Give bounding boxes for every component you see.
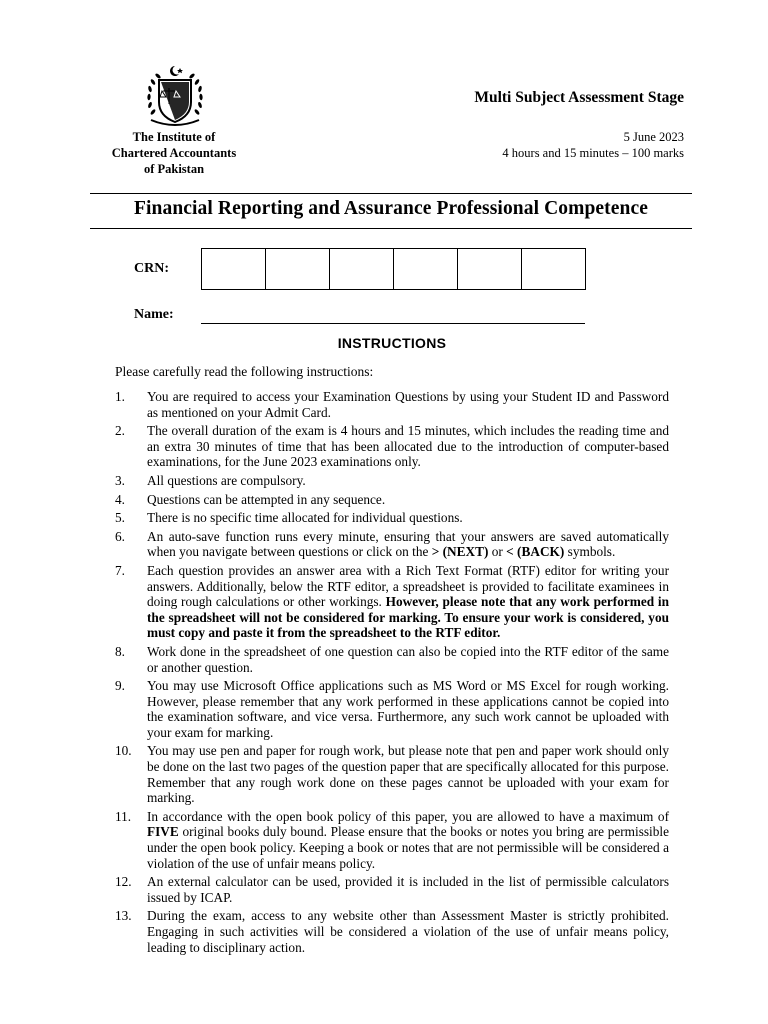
instruction-item [115, 492, 669, 508]
instruction-item [115, 874, 669, 905]
instruction-text: You may use pen and paper for rough work, but please note that pen and paper work should only be done on the last two pages of the question paper that are specifically allocated for this purpose. Remember that any rough work done on these pages cannot be uploaded with your exam for marking. [147, 743, 669, 806]
instruction-number: 2. [115, 423, 125, 439]
instruction-item [115, 423, 669, 470]
instruction-item [115, 743, 669, 805]
crn-box[interactable] [266, 249, 330, 289]
exam-details [502, 129, 684, 161]
instruction-number: 11. [115, 808, 132, 824]
instruction-number: 9. [115, 678, 125, 694]
instruction-text: Work done in the spreadsheet of one question can also be copied into the RTF editor of the same or another question. [147, 643, 669, 675]
instruction-text: An external calculator can be used, provided it is included in the list of permissible calculators issued by ICAP. [147, 874, 669, 905]
instruction-number: 5. [115, 510, 125, 526]
instruction-number: 10. [115, 743, 132, 759]
instruction-item [115, 908, 669, 955]
name-label: Name: [134, 307, 174, 322]
instructions-list [115, 389, 669, 958]
name-field-line[interactable] [201, 323, 585, 324]
instruction-item [115, 563, 669, 641]
exam-duration: 4 hours and 15 minutes – 100 marks [502, 146, 684, 160]
instruction-text: Each question provides an answer area with a Rich Text Format (RTF) editor for writing your answers. Additionally, below the RTF editor, a spreadsheet is provided to facilitate examinees in doing rough calculations or other workings. However, please note that any work performed in the spreadsheet will not be considered for marking. To ensure your work is considered, you must copy and paste it from the spreadsheet to the RTF editor. [147, 562, 669, 641]
crn-box[interactable] [458, 249, 522, 289]
instruction-number: 12. [115, 874, 132, 890]
crn-boxes [201, 248, 586, 290]
instruction-number: 13. [115, 908, 132, 924]
assessment-stage: Multi Subject Assessment Stage [474, 89, 684, 106]
crn-box[interactable] [522, 249, 585, 289]
instruction-item [115, 678, 669, 740]
instruction-item [115, 473, 669, 489]
instruction-number: 1. [115, 389, 125, 404]
instruction-text: In accordance with the open book policy of this paper, you are allowed to have a maximum of FIVE original books duly bound. Please ensure that the books or notes you bring are permissible under the open book policy. Keeping a book or notes that are not permissible will be considered a violation of the use of unfair means policy. [147, 808, 669, 871]
instruction-item [115, 644, 669, 675]
instruction-number: 3. [115, 472, 125, 488]
crn-box[interactable] [394, 249, 458, 289]
instruction-item [115, 529, 669, 560]
instructions-heading: INSTRUCTIONS [337, 335, 447, 351]
instruction-number: 6. [115, 528, 125, 544]
instruction-text: Questions can be attempted in any sequence. [147, 491, 386, 507]
instruction-number: 7. [115, 562, 125, 578]
instruction-text: All questions are compulsory. [147, 472, 306, 488]
instruction-text: There is no specific time allocated for individual questions. [147, 510, 463, 526]
instruction-number: 8. [115, 643, 125, 659]
crn-box[interactable] [330, 249, 394, 289]
instruction-item [115, 389, 669, 420]
instruction-text: During the exam, access to any website other than Assessment Master is strictly prohibited. Engaging in such activities will be considered a violation of the use of unfair means policy, leading to disciplinary action. [147, 908, 669, 955]
instructions-intro: Please carefully read the following instructions: [115, 364, 374, 379]
institute-line-1: The Institute of [132, 130, 216, 144]
institute-line-3: of Pakistan [143, 162, 205, 176]
instruction-text: You are required to access your Examination Questions by using your Student ID and Password as mentioned on your Admit Card. [147, 389, 669, 420]
title-bottom-rule [90, 228, 692, 229]
instruction-text: You may use Microsoft Office applications such as MS Word or MS Excel for rough working. However, please remember that any work performed in these applications cannot be copied into the examination software, and vice versa. Furthermore, any such work cannot be uploaded with your exam for marking. [147, 678, 669, 740]
institute-line-2: Chartered Accountants [111, 146, 237, 160]
instruction-text: An auto-save function runs every minute, ensuring that your answers are saved automatically when you navigate between questions or click on the > (NEXT) or < (BACK) symbols. [147, 528, 669, 560]
paper-title: Financial Reporting and Assurance Professional Competence [134, 198, 648, 219]
icap-crest-logo [139, 64, 211, 128]
instruction-text: The overall duration of the exam is 4 hours and 15 minutes, which includes the reading time and an extra 30 minutes of time that has been allocated due to the introduction of computer-based examinations, for the June 2023 examinations only. [147, 423, 669, 470]
instruction-number: 4. [115, 491, 125, 507]
instruction-item [115, 809, 669, 871]
crn-label: CRN: [134, 261, 169, 276]
institute-name [94, 129, 254, 177]
crn-box[interactable] [202, 249, 266, 289]
instruction-item [115, 510, 669, 526]
title-top-rule [90, 193, 692, 194]
exam-date: 5 June 2023 [623, 130, 684, 144]
